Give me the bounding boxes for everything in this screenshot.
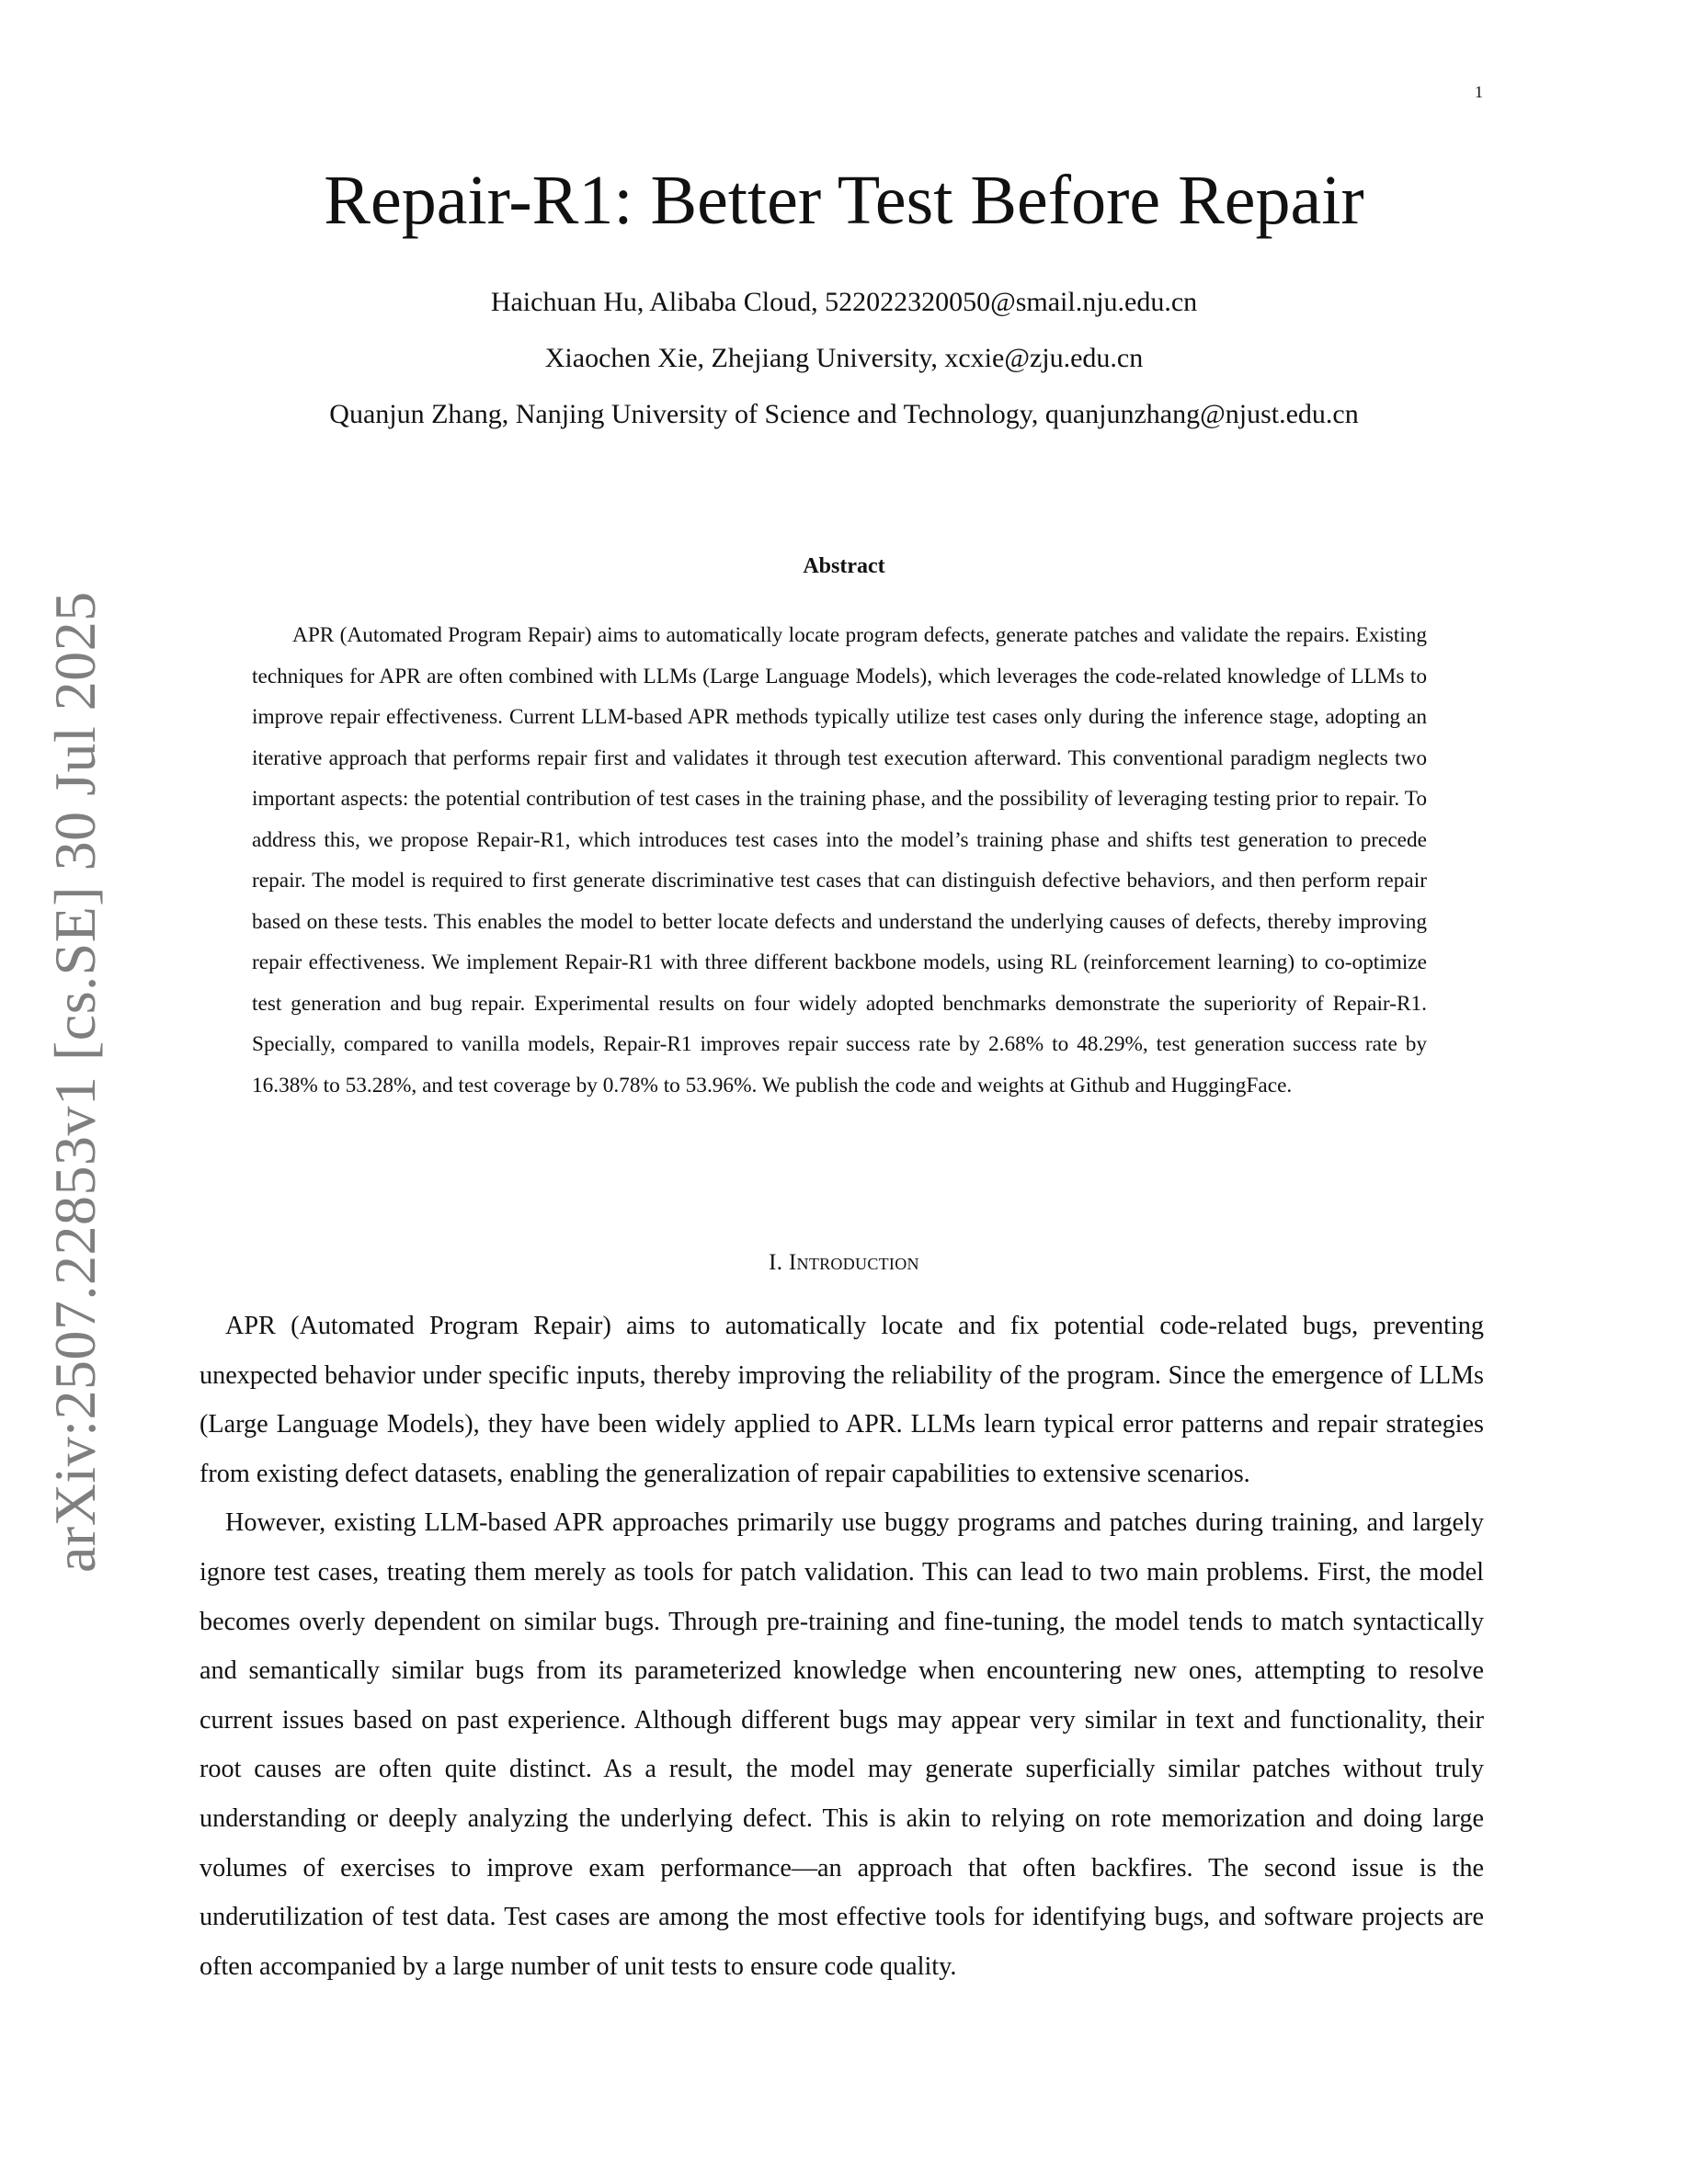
- introduction-body: [200, 1302, 1484, 1991]
- section-number: I.: [769, 1250, 783, 1275]
- author-list: [0, 274, 1688, 442]
- intro-paragraph: APR (Automated Program Repair) aims to automatically locate and fix potential code-related bugs, preventing unexpected behavior under specific inputs, thereby improving the reliability of the program. Since the emergence of LLMs (Large Language Models), they have been widely applied to APR. LLMs learn typical error patterns and repair strategies from existing defect datasets, enabling the generalization of repair capabilities to extensive scenarios.: [200, 1312, 1484, 1488]
- page-number: 1: [1475, 83, 1483, 101]
- author-line: Xiaochen Xie, Zhejiang University, xcxie@zju.edu.cn: [544, 343, 1144, 373]
- paper-title: Repair-R1: Better Test Before Repair: [324, 162, 1364, 239]
- arxiv-identifier-stamp: arXiv:2507.22853v1 [cs.SE] 30 Jul 2025: [42, 591, 108, 1573]
- author-line: Quanjun Zhang, Nanjing University of Science and Technology, quanjunzhang@njust.edu.cn: [329, 399, 1359, 429]
- abstract-text: APR (Automated Program Repair) aims to automatically locate program defects, generate patches and validate the repairs. Existing techniques for APR are often combined with LLMs (Large Language Models), which leverages the code-related knowledge of LLMs to improve repair effectiveness. Current LLM-based APR methods typically utilize test cases only during the inference stage, adopting an iterative approach that performs repair first and validates it through test execution afterward. This conventional paradigm neglects two important aspects: the potential contribution of test cases in the training phase, and the possibility of leveraging testing prior to repair. To address this, we propose Repair-R1, which introduces test cases into the model’s training phase and shifts test generation to precede repair. The model is required to first generate discriminative test cases that can distinguish defective behaviors, and then perform repair based on these tests. This enables the model to better locate defects and understand the underlying causes of defects, thereby improving repair effectiveness. We implement Repair-R1 with three different backbone models, using RL (reinforcement learning) to co-optimize test generation and bug repair. Experimental results on four widely adopted benchmarks demonstrate the superiority of Repair-R1. Specially, compared to vanilla models, Repair-R1 improves repair success rate by 2.68% to 48.29%, test generation success rate by 16.38% to 53.28%, and test coverage by 0.78% to 53.96%. We publish the code and weights at Github and HuggingFace.: [252, 623, 1427, 1098]
- section-heading: [0, 1250, 1688, 1276]
- intro-paragraph: However, existing LLM-based APR approaches primarily use buggy programs and patches during training, and largely ignore test cases, treating them merely as tools for patch validation. This can lead to two main problems. First, the model becomes overly dependent on similar bugs. Through pre-training and fine-tuning, the model tends to match syntactically and semantically similar bugs from its parameterized knowledge when encountering new ones, attempting to resolve current issues based on past experience. Although different bugs may appear very similar in text and functionality, their root causes are often quite distinct. As a result, the model may generate superficially similar patches without truly understanding or deeply analyzing the underlying defect. This is akin to relying on rote memorization and doing large volumes of exercises to improve exam performance—an approach that often backfires. The second issue is the underutilization of test data. Test cases are among the most effective tools for identifying bugs, and software projects are often accompanied by a large number of unit tests to ensure code quality.: [200, 1508, 1484, 1981]
- section-title: Introduction: [788, 1250, 919, 1275]
- author-line: Haichuan Hu, Alibaba Cloud, 522022320050@smail.nju.edu.cn: [490, 287, 1198, 317]
- abstract-heading: Abstract: [803, 554, 885, 578]
